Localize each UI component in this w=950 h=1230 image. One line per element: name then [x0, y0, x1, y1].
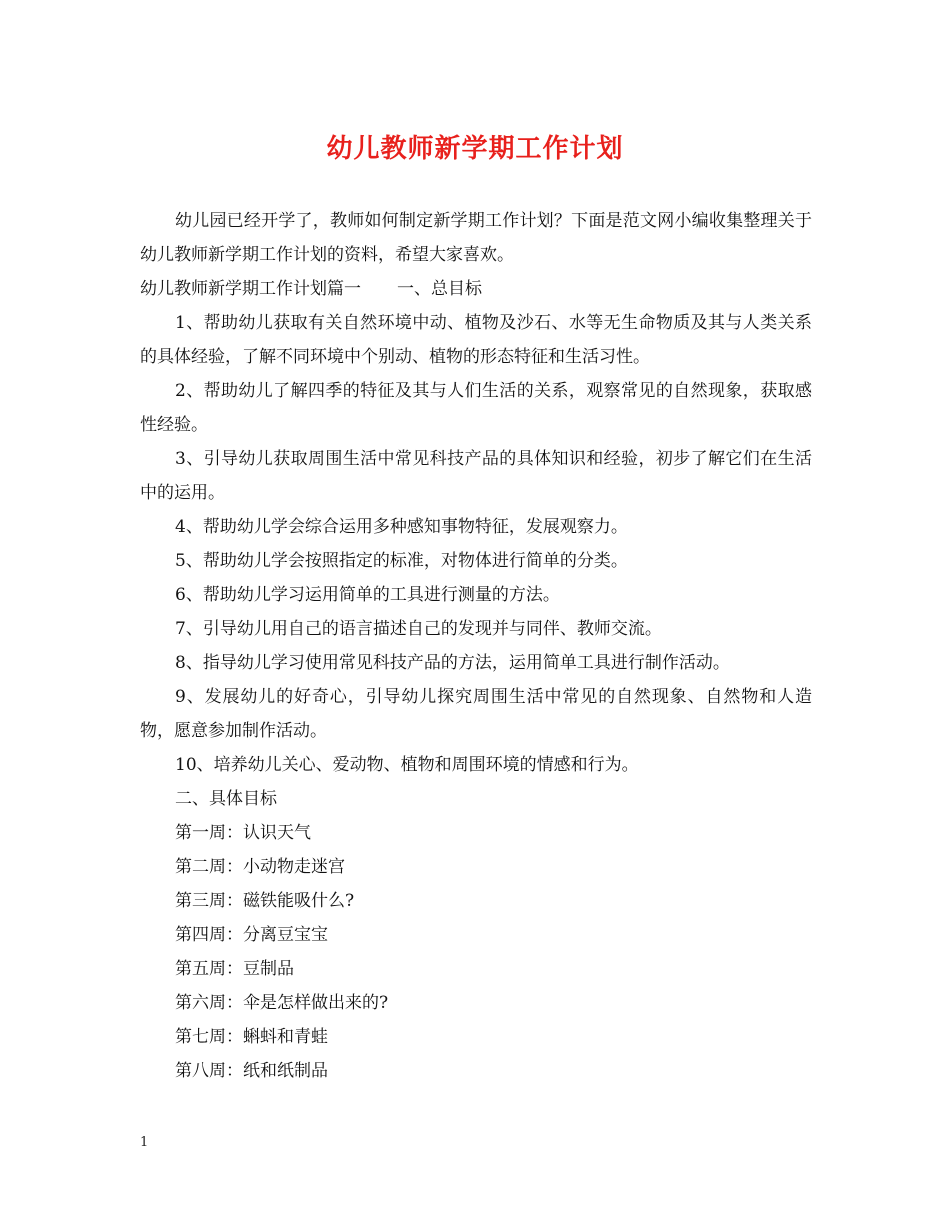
- section-1-title: 一、总目标: [397, 279, 482, 299]
- section-2-title: 二、具体目标: [175, 789, 277, 809]
- goal-item: 6、帮助幼儿学习运用简单的工具进行测量的方法。: [175, 585, 560, 605]
- week-item: 第三周：磁铁能吸什么?: [175, 891, 355, 911]
- document-title: 幼儿教师新学期工作计划: [326, 134, 624, 164]
- goal-item: 9、发展幼儿的好奇心，引导幼儿探究周围生活中常见的自然现象、自然物和人造物，愿意参加制作活动。: [140, 687, 812, 741]
- goal-item: 4、帮助幼儿学会综合运用多种感知事物特征，发展观察力。: [175, 517, 628, 537]
- section-heading-line: [140, 272, 812, 306]
- page-number: 1: [140, 1135, 149, 1150]
- week-item: 第二周：小动物走迷宫: [175, 857, 345, 877]
- goal-item: 1、帮助幼儿获取有关自然环境中动、植物及沙石、水等无生命物质及其与人类关系的具体经验，了解不同环境中个别动、植物的形态特征和生活习性。: [140, 313, 812, 367]
- week-item: 第六周：伞是怎样做出来的?: [175, 993, 389, 1013]
- intro-paragraph: 幼儿园已经开学了，教师如何制定新学期工作计划？下面是范文网小编收集整理关于幼儿教师新学期工作计划的资料，希望大家喜欢。: [140, 211, 812, 265]
- week-item: 第一周：认识天气: [175, 823, 311, 843]
- goal-item: 10、培养幼儿关心、爱动物、植物和周围环境的情感和行为。: [175, 755, 639, 775]
- goal-item: 8、指导幼儿学习使用常见科技产品的方法，运用简单工具进行制作活动。: [175, 653, 730, 673]
- goal-item: 7、引导幼儿用自己的语言描述自己的发现并与同伴、教师交流。: [175, 619, 662, 639]
- week-item: 第八周：纸和纸制品: [175, 1061, 328, 1081]
- week-item: 第七周：蝌蚪和青蛙: [175, 1027, 328, 1047]
- week-item: 第五周：豆制品: [175, 959, 294, 979]
- goal-item: 5、帮助幼儿学会按照指定的标准，对物体进行简单的分类。: [175, 551, 628, 571]
- week-item: 第四周：分离豆宝宝: [175, 925, 328, 945]
- goal-item: 2、帮助幼儿了解四季的特征及其与人们生活的关系，观察常见的自然现象，获取感性经验。: [140, 381, 812, 435]
- section-heading: 幼儿教师新学期工作计划篇一: [140, 279, 361, 299]
- goal-item: 3、引导幼儿获取周围生活中常见科技产品的具体知识和经验，初步了解它们在生活中的运用。: [140, 449, 812, 503]
- document-body: [140, 204, 812, 1088]
